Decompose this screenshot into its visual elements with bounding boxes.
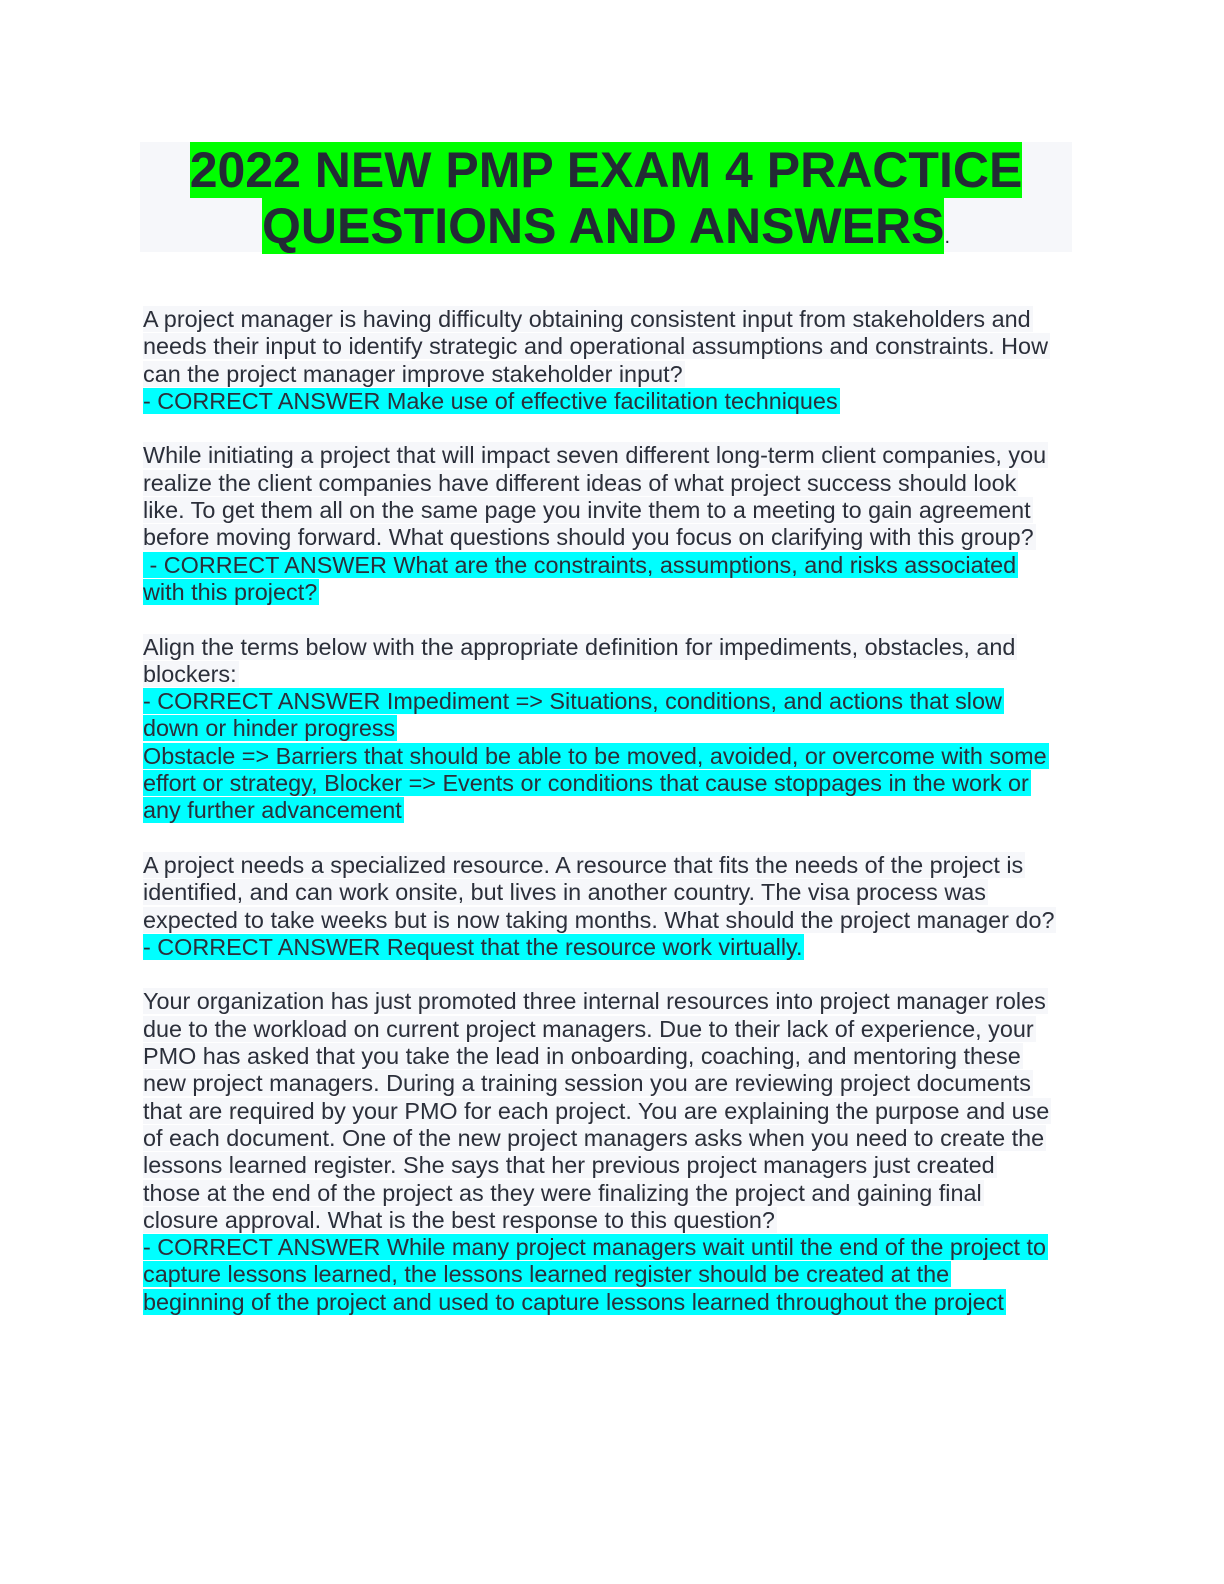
answer-line	[143, 388, 1073, 415]
qa-item	[143, 442, 1073, 606]
answer-line	[143, 688, 1073, 715]
question-text: realize the client companies have different ideas of what project success should look	[143, 469, 1017, 496]
answer-line	[143, 770, 1073, 797]
answer-line	[143, 1289, 1073, 1316]
question-text: expected to take weeks but is now taking months. What should the project manager do?	[143, 906, 1055, 933]
answer-text: with this project?	[143, 578, 318, 605]
question-text: needs their input to identify strategic and operational assumptions and constraints. How	[143, 333, 1048, 360]
page-title	[140, 142, 1072, 265]
answer-line	[143, 743, 1073, 770]
question-line	[143, 1043, 1073, 1070]
answer-text: any further advancement	[143, 797, 402, 824]
question-text: lessons learned register. She says that her previous project managers just created	[143, 1152, 995, 1179]
question-text: Your organization has just promoted three internal resources into project manager roles	[143, 988, 1046, 1015]
question-line	[143, 1152, 1073, 1179]
question-line	[143, 879, 1073, 906]
answer-text: capture lessons learned, the lessons learned register should be created at the	[143, 1261, 950, 1288]
title-line-2: QUESTIONS AND ANSWERS	[261, 198, 945, 254]
question-text: identified, and can work onsite, but lives in another country. The visa process was	[143, 879, 986, 906]
question-line	[143, 524, 1073, 551]
qa-item	[143, 306, 1073, 415]
question-line	[143, 1016, 1073, 1043]
question-line	[143, 661, 1073, 688]
question-line	[143, 1098, 1073, 1125]
title-block	[140, 142, 1072, 252]
question-text: A project needs a specialized resource. A resource that fits the needs of the project is	[143, 851, 1024, 878]
question-text: due to the workload on current project managers. Due to their lack of experience, your	[143, 1015, 1034, 1042]
question-text: closure approval. What is the best response to this question?	[143, 1206, 775, 1233]
question-line	[143, 1180, 1073, 1207]
question-text: While initiating a project that will impact seven different long-term client companies, you	[143, 442, 1047, 469]
question-text: PMO has asked that you take the lead in onboarding, coaching, and mentoring these	[143, 1043, 1021, 1070]
question-line	[143, 306, 1073, 333]
answer-text: effort or strategy, Blocker => Events or conditions that cause stoppages in the work or	[143, 770, 1029, 797]
question-text: Align the terms below with the appropriate definition for impediments, obstacles, and	[143, 633, 1016, 660]
question-line	[143, 907, 1073, 934]
title-trailing-period: .	[944, 226, 950, 248]
question-line	[143, 1070, 1073, 1097]
question-text: blockers:	[143, 660, 237, 687]
question-line	[143, 333, 1073, 360]
answer-text: - CORRECT ANSWER Request that the resource work virtually.	[143, 933, 803, 960]
answer-text: - CORRECT ANSWER What are the constraints, assumptions, and risks associated	[143, 551, 1017, 578]
answer-line	[143, 1234, 1073, 1261]
question-line	[143, 470, 1073, 497]
answer-text: - CORRECT ANSWER Impediment => Situations, conditions, and actions that slow	[143, 688, 1002, 715]
question-line	[143, 634, 1073, 661]
qa-item	[143, 634, 1073, 825]
answer-text: down or hinder progress	[143, 715, 396, 742]
answer-text: Obstacle => Barriers that should be able to be moved, avoided, or overcome with some	[143, 742, 1047, 769]
answer-line	[143, 552, 1073, 579]
question-text: can the project manager improve stakeholder input?	[143, 360, 683, 387]
answer-text: - CORRECT ANSWER While many project managers wait until the end of the project to	[143, 1234, 1047, 1261]
qa-item	[143, 852, 1073, 961]
question-line	[143, 361, 1073, 388]
question-text: new project managers. During a training session you are reviewing project documents	[143, 1070, 1031, 1097]
qa-list	[143, 306, 1073, 1343]
qa-item	[143, 988, 1073, 1316]
question-text: A project manager is having difficulty obtaining consistent input from stakeholders and	[143, 306, 1031, 332]
answer-line	[143, 1261, 1073, 1288]
answer-text: - CORRECT ANSWER Make use of effective facilitation techniques	[143, 387, 838, 414]
question-line	[143, 1125, 1073, 1152]
question-line	[143, 442, 1073, 469]
answer-line	[143, 715, 1073, 742]
answer-line	[143, 797, 1073, 824]
answer-line	[143, 934, 1073, 961]
question-text: of each document. One of the new project managers asks when you need to create the	[143, 1124, 1045, 1151]
question-text: like. To get them all on the same page you invite them to a meeting to gain agreement	[143, 497, 1031, 524]
question-line	[143, 1207, 1073, 1234]
question-line	[143, 988, 1073, 1015]
question-text: that are required by your PMO for each project. You are explaining the purpose and use	[143, 1097, 1050, 1124]
answer-line	[143, 579, 1073, 606]
question-line	[143, 497, 1073, 524]
answer-text: beginning of the project and used to capture lessons learned throughout the project	[143, 1288, 1004, 1315]
title-line-1: 2022 NEW PMP EXAM 4 PRACTICE	[189, 142, 1023, 198]
question-text: those at the end of the project as they were finalizing the project and gaining final	[143, 1179, 982, 1206]
question-text: before moving forward. What questions should you focus on clarifying with this group?	[143, 524, 1034, 551]
question-line	[143, 852, 1073, 879]
